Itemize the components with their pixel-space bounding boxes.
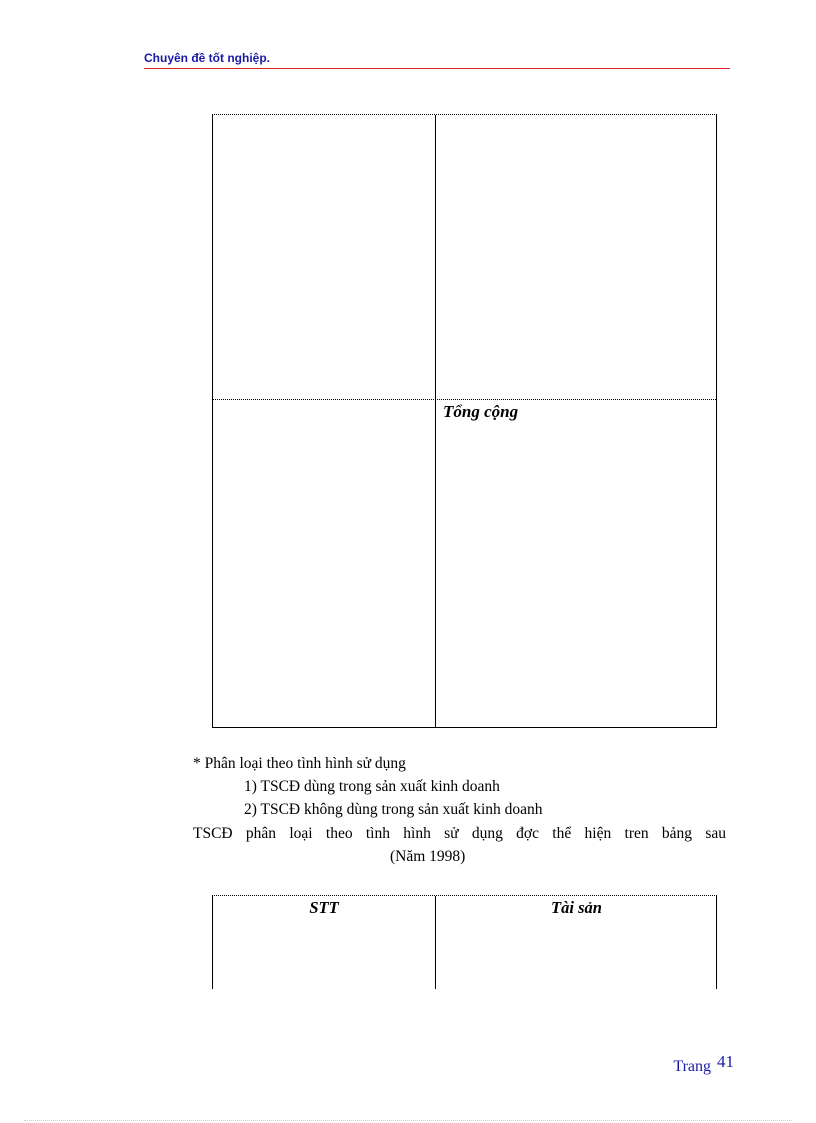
page-label: Trang (673, 1058, 711, 1075)
page-header (144, 50, 730, 69)
page-footer (673, 1052, 734, 1076)
year-note: (Năm 1998) (390, 848, 466, 865)
intro-paragraph: TSCĐ phân loại theo tình hình sử dụng đợc thể hiện tren bảng sau (193, 825, 726, 842)
list-item: 2) TSCĐ không dùng trong sản xuất kinh doanh (244, 801, 543, 818)
assets-table (212, 114, 717, 728)
column-header-asset: Tài sản (551, 898, 602, 917)
table-row-divider (213, 399, 716, 400)
usage-table (212, 895, 717, 989)
total-label: Tổng cộng (443, 402, 519, 421)
column-header-stt: STT (309, 898, 339, 917)
section-heading: * Phân loại theo tình hình sử dụng (193, 755, 406, 772)
header-title: Chuyên đề tốt nghiệp. (144, 51, 270, 65)
list-item: 1) TSCĐ dùng trong sản xuất kinh doanh (244, 778, 500, 795)
table-column-divider (435, 115, 436, 727)
page-number: 41 (717, 1052, 734, 1071)
page-edge (24, 1120, 792, 1121)
